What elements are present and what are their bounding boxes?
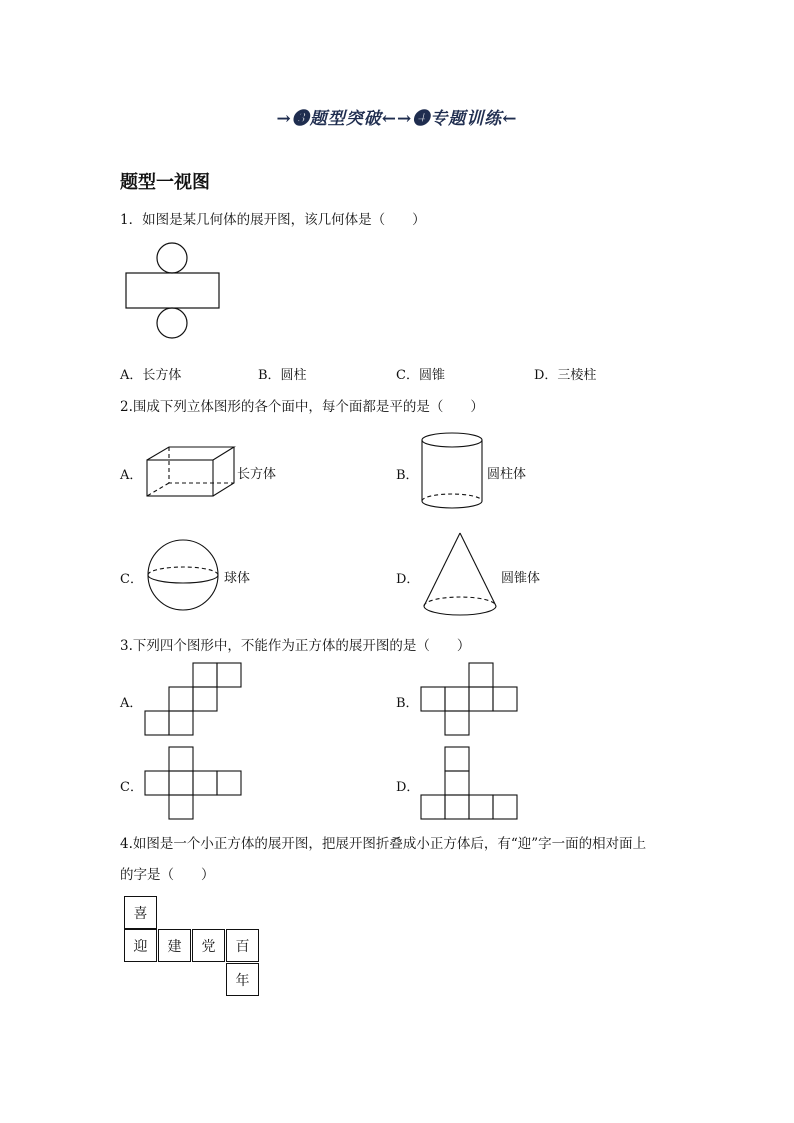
net-cell-nian: 年 bbox=[226, 963, 259, 996]
q2-option-d-letter: D． bbox=[396, 572, 420, 587]
q1-stem: 1．如图是某几何体的展开图，该几何体是（ ） bbox=[120, 212, 426, 228]
q2-option-a-name: 长方体 bbox=[237, 467, 277, 482]
q1-option-c: C．圆锥 bbox=[396, 368, 445, 383]
section-title: 题型一视图 bbox=[120, 172, 210, 193]
top-circle bbox=[157, 243, 187, 273]
q3-stem: 3.下列四个图形中，不能作为正方体的展开图的是（ ） bbox=[120, 638, 471, 654]
q2-option-b-letter: B． bbox=[396, 468, 419, 483]
net-cell-dang: 党 bbox=[192, 929, 225, 962]
header-title: →❸题型突破←→❹专题训练← bbox=[276, 109, 518, 129]
q4-stem-line1: 4.如图是一个小正方体的展开图，把展开图折叠成小正方体后，有“迎”字一面的相对面上 bbox=[120, 836, 647, 852]
q2-stem: 2.围成下列立体图形的各个面中，每个面都是平的是（ ） bbox=[120, 399, 484, 415]
q4-stem-line2: 的字是（ ） bbox=[120, 867, 215, 883]
q1-net-figure bbox=[124, 240, 224, 340]
q2-option-b-name: 圆柱体 bbox=[487, 467, 527, 482]
q3-option-b-letter: B． bbox=[396, 696, 419, 711]
q1-option-b: B．圆柱 bbox=[258, 368, 307, 383]
q3-option-d-letter: D． bbox=[396, 780, 420, 795]
bottom-circle bbox=[157, 308, 187, 338]
net-cell-xi: 喜 bbox=[124, 896, 157, 929]
net-cell-ying: 迎 bbox=[124, 929, 157, 962]
net-cell-bai: 百 bbox=[226, 929, 259, 962]
cuboid-figure bbox=[146, 446, 236, 498]
cone-figure bbox=[423, 532, 499, 618]
net-cell-jian: 建 bbox=[158, 929, 191, 962]
q3-option-a-letter: A． bbox=[120, 696, 143, 711]
q1-option-d: D．三棱柱 bbox=[534, 368, 597, 383]
q2-option-c-letter: C． bbox=[120, 572, 143, 587]
q3-net-c bbox=[145, 746, 243, 821]
q3-option-c-letter: C． bbox=[120, 780, 143, 795]
q2-option-d-name: 圆锥体 bbox=[501, 571, 541, 586]
q1-option-a: A．长方体 bbox=[120, 368, 182, 383]
q3-net-b bbox=[421, 662, 519, 737]
cylinder-figure bbox=[421, 432, 485, 514]
q3-net-a bbox=[145, 662, 243, 737]
sphere-figure bbox=[146, 539, 222, 613]
middle-rectangle bbox=[126, 273, 219, 308]
q2-option-c-name: 球体 bbox=[224, 571, 251, 586]
q2-option-a-letter: A． bbox=[120, 468, 143, 483]
q3-net-d bbox=[421, 746, 519, 821]
